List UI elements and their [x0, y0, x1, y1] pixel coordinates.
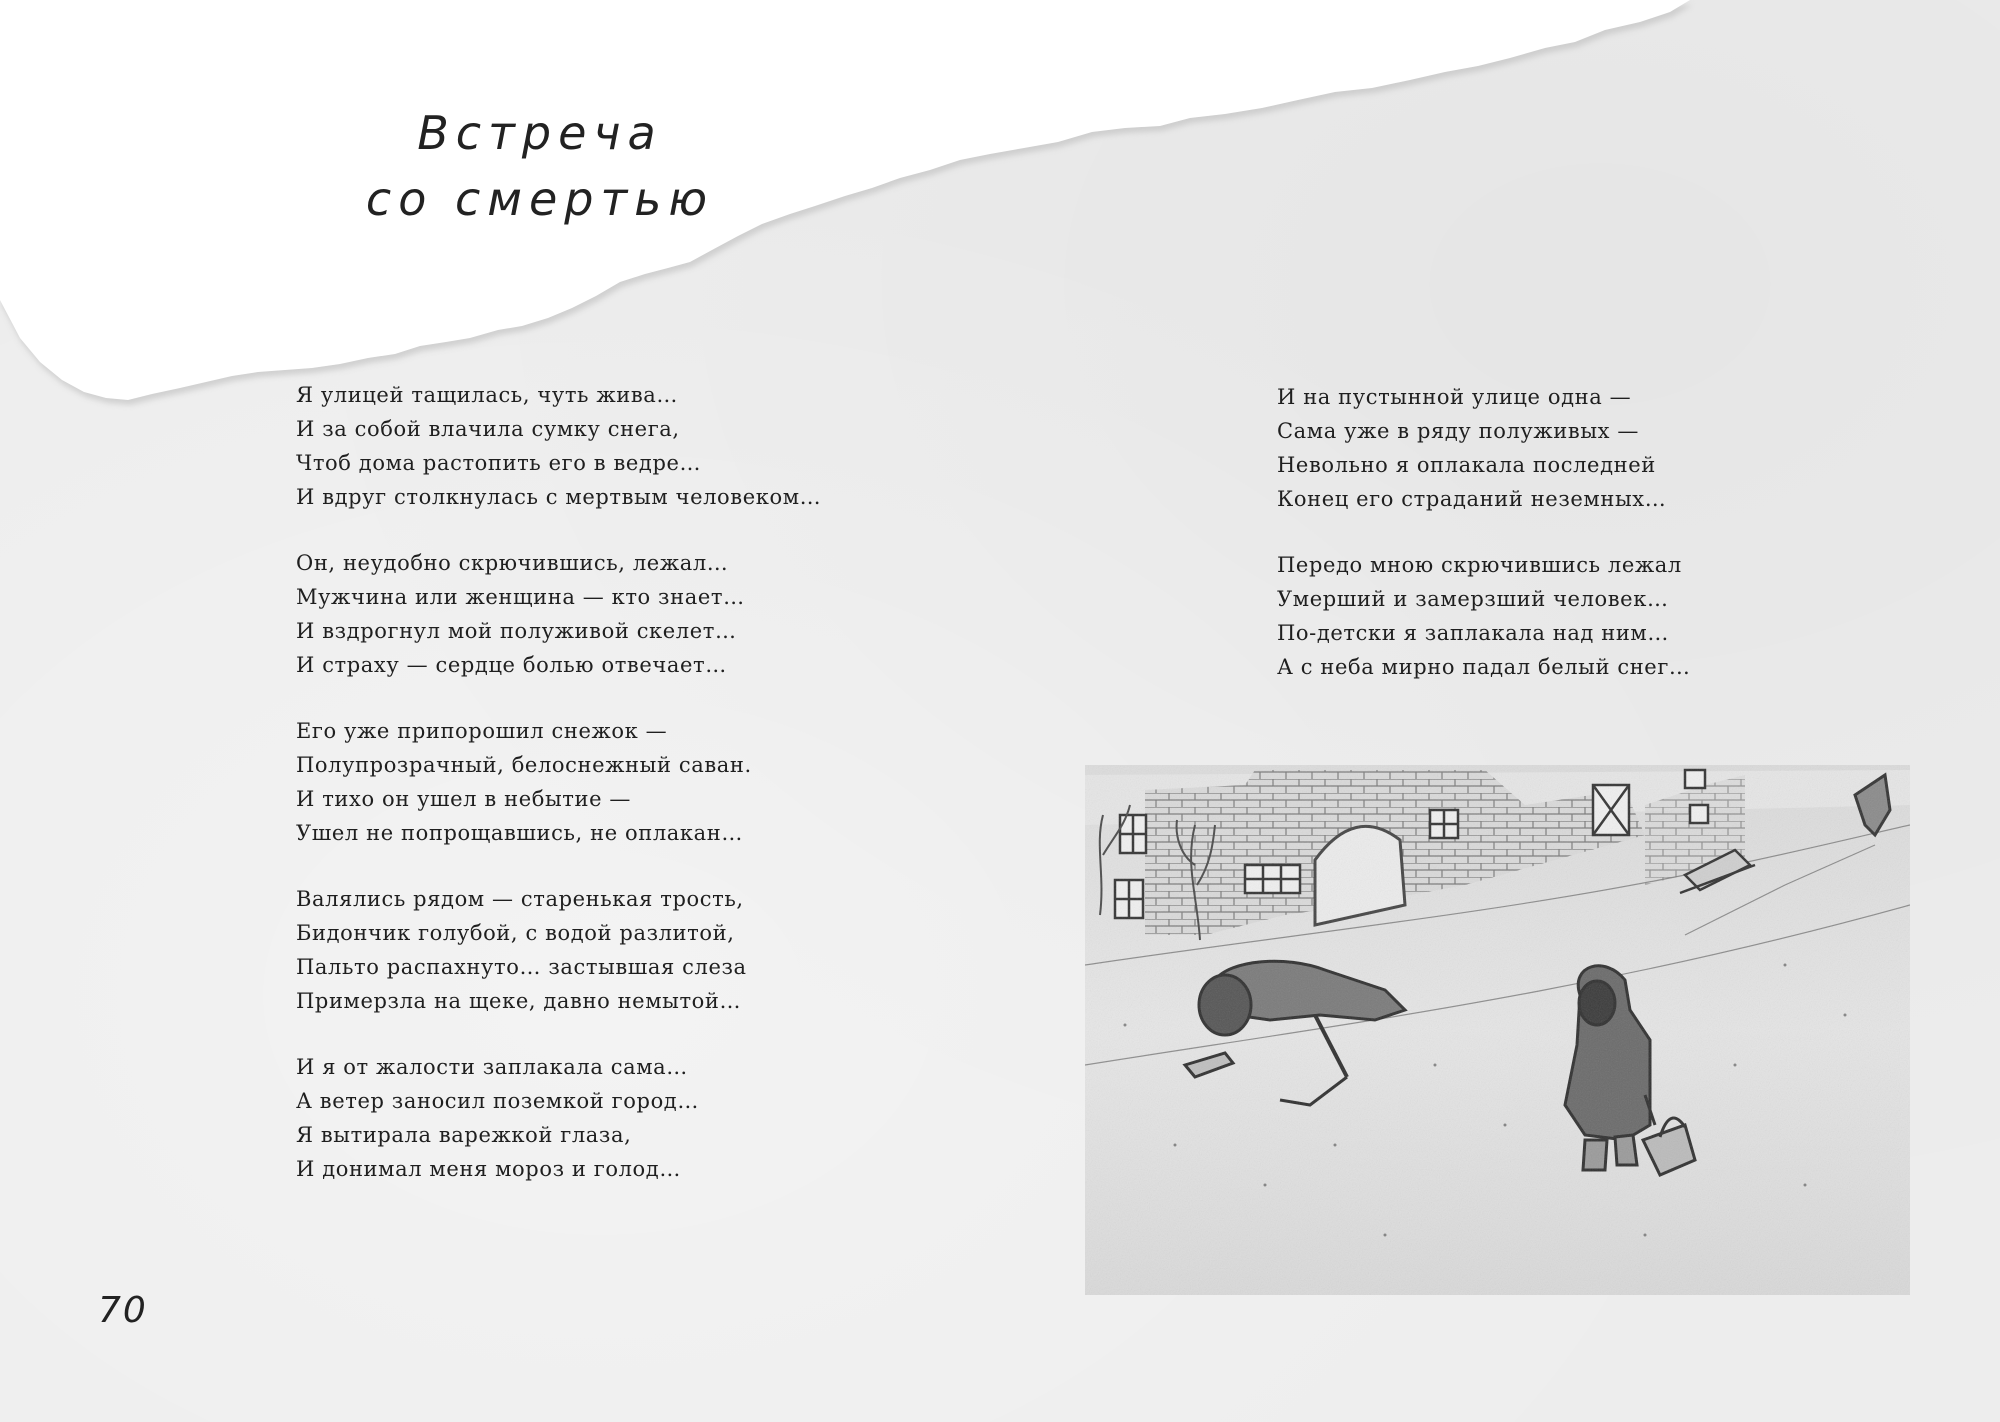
poem-line: И страху — сердце болью отвечает…	[296, 653, 727, 677]
poem-line: Примерзла на щеке, давно немытой…	[296, 989, 742, 1013]
poem-line: Я улицей тащилась, чуть жива…	[296, 383, 679, 407]
poem-line: И за собой влачила сумку снега,	[296, 417, 680, 441]
poem-title	[300, 100, 780, 232]
poem-line: И тихо он ушел в небытие —	[296, 787, 631, 811]
stanza	[296, 714, 856, 850]
poem-line: Бидончик голубой, с водой разлитой,	[296, 921, 735, 945]
poem-line: По-детски я заплакала над ним…	[1277, 621, 1669, 645]
poem-line: Ушел не попрощавшись, не оплакан…	[296, 821, 743, 845]
poem-title-line-1: Встреча	[417, 106, 663, 160]
page-number: 70	[98, 1290, 148, 1331]
stanza	[1277, 548, 1757, 684]
stanza	[1277, 380, 1757, 516]
poem-line: Конец его страданий неземных…	[1277, 487, 1667, 511]
stanza	[296, 546, 856, 682]
poem-line: Сама уже в ряду полуживых —	[1277, 419, 1639, 443]
poem-line: И вдруг столкнулась с мертвым человеком…	[296, 485, 822, 509]
poem-line: Полупрозрачный, белоснежный саван.	[296, 753, 752, 777]
poem-line: И на пустынной улице одна —	[1277, 385, 1632, 409]
poem-line: Мужчина или женщина — кто знает…	[296, 585, 745, 609]
stanza	[296, 378, 856, 514]
poem-line: И я от жалости заплакала сама…	[296, 1055, 688, 1079]
poem-line: Чтоб дома растопить его в ведре…	[296, 451, 702, 475]
poem-line: Передо мною скрючившись лежал	[1277, 553, 1682, 577]
stanza	[296, 1050, 856, 1186]
poem-line: Его уже припорошил снежок —	[296, 719, 668, 743]
poem-line: Невольно я оплакала последней	[1277, 453, 1656, 477]
poem-line: А с неба мирно падал белый снег…	[1277, 655, 1691, 679]
poem-left-column	[296, 378, 856, 1218]
pencil-sketch-winter-street-icon	[1085, 765, 1910, 1295]
poem-line: Я вытирала варежкой глаза,	[296, 1123, 632, 1147]
poem-right-column	[1277, 380, 1757, 716]
poem-line: А ветер заносил поземкой город…	[296, 1089, 699, 1113]
poem-line: Пальто распахнуто… застывшая слеза	[296, 955, 747, 979]
poem-line: Умерший и замерзший человек…	[1277, 587, 1669, 611]
poem-line: Валялись рядом — старенькая трость,	[296, 887, 744, 911]
poem-line: Он, неудобно скрючившись, лежал…	[296, 551, 729, 575]
stanza	[296, 882, 856, 1018]
poem-line: И вздрогнул мой полуживой скелет…	[296, 619, 737, 643]
poem-line: И донимал меня мороз и голод…	[296, 1157, 681, 1181]
poem-title-line-2: со смертью	[365, 172, 715, 226]
